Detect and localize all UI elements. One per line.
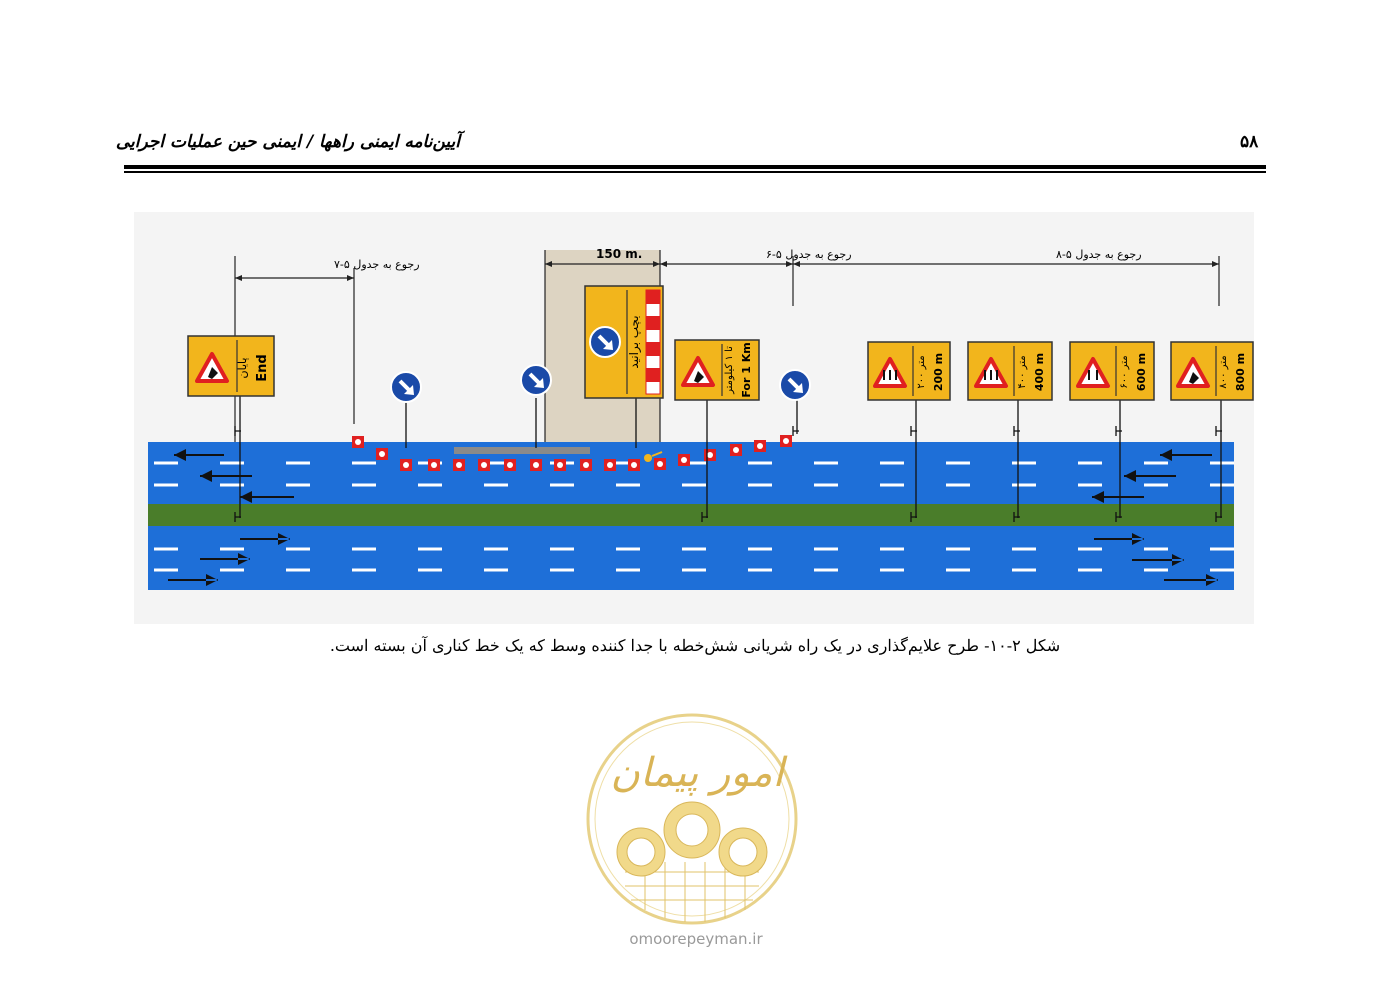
omoorepeyman-logo (585, 712, 799, 926)
page-number: ۵۸ (1240, 132, 1259, 152)
km-sign (675, 340, 759, 400)
dist-sign-en: 200 m (932, 352, 945, 392)
figure-caption: شکل ۲-۱۰- طرح علایم‌گذاری در یک راه شریانی شش‌خطه با جدا کننده وسط که یک خط کناری آن بسته است. (329, 636, 1061, 655)
dist-sign-fa: ۸۰۰ متر (1218, 355, 1229, 389)
dist-sign-fa: ۶۰۰ متر (1119, 355, 1130, 389)
detour-sign-fa: بچپ برانید (627, 315, 641, 369)
header-title: آیین‌نامه ایمنی راهها / ایمنی حین عملیات اجرایی (115, 132, 460, 152)
logo-script: امور پیمان (610, 750, 784, 796)
km-sign-en: For 1 Km (740, 342, 753, 398)
keep-left-sign-icon (391, 372, 421, 402)
end-sign-fa: پایان (236, 357, 249, 379)
ref-label-8: رجوع به جدول ۵-۸ (1056, 248, 1142, 261)
dist-sign-400 (968, 342, 1052, 400)
km-sign-fa: تا ۱ کیلومتر (724, 346, 735, 394)
dist-sign-800 (1171, 342, 1253, 400)
signage-diagram (134, 212, 1254, 624)
keep-left-sign-icon (780, 370, 810, 400)
header-rule-thin (124, 171, 1266, 173)
logo-url: omoorepeyman.ir (629, 930, 763, 948)
dist-sign-fa: ۲۰۰ متر (916, 355, 927, 389)
dist-sign-600 (1070, 342, 1154, 400)
dist-sign-en: 600 m (1135, 352, 1148, 392)
median (148, 504, 1234, 526)
keep-left-sign-icon (521, 365, 551, 395)
dist-sign-fa: ۴۰۰ متر (1017, 355, 1028, 389)
dimension-150: 150 m. (596, 247, 643, 261)
ref-label-7: رجوع به جدول ۵-۷ (334, 258, 420, 271)
end-sign (188, 336, 274, 396)
dist-sign-200 (868, 342, 950, 400)
dist-sign-en: 800 m (1234, 352, 1247, 392)
detour-sign (585, 286, 663, 398)
end-sign-en: End (255, 354, 270, 382)
header-rule (124, 165, 1266, 169)
dist-sign-en: 400 m (1033, 352, 1046, 392)
work-area (454, 447, 590, 454)
ref-label-6: رجوع به جدول ۵-۶ (766, 248, 852, 261)
